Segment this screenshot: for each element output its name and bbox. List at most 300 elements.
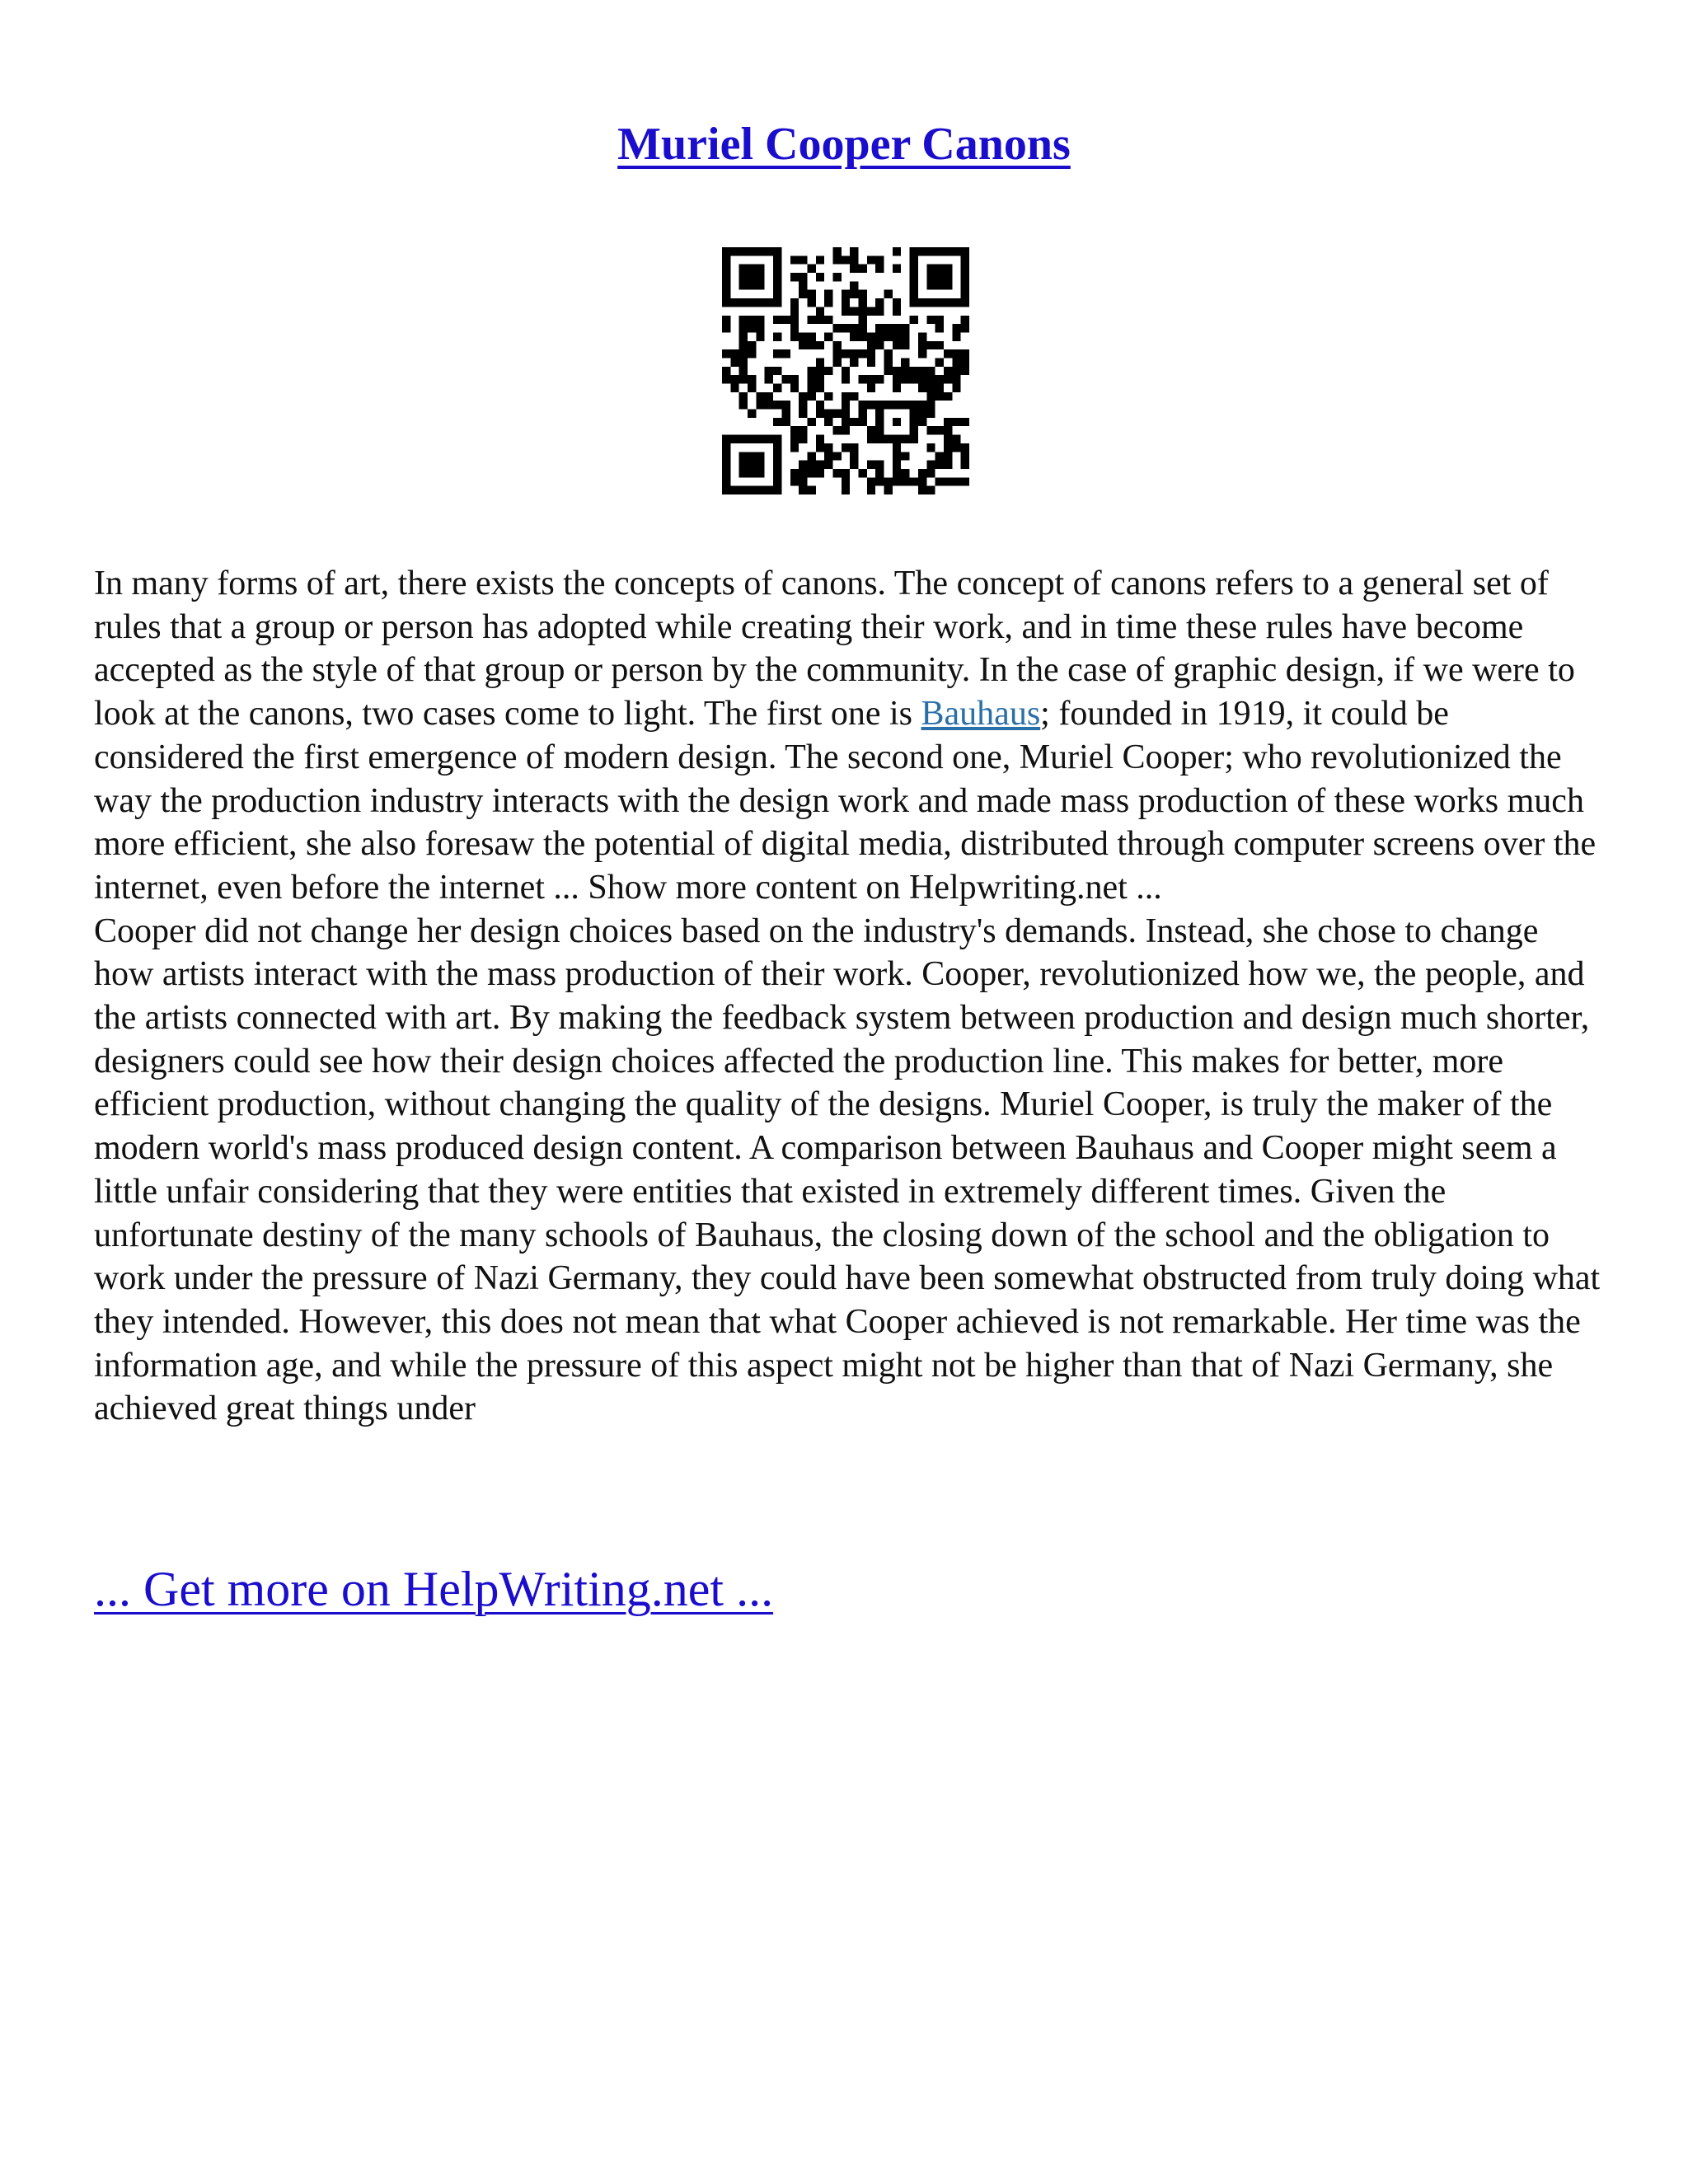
qr-module bbox=[722, 265, 730, 273]
qr-module bbox=[952, 298, 960, 307]
qr-module bbox=[807, 290, 815, 298]
article-body bbox=[94, 562, 1602, 1431]
qr-module bbox=[961, 298, 969, 307]
qr-module bbox=[799, 461, 807, 469]
qr-module bbox=[944, 461, 952, 469]
qr-module bbox=[722, 443, 730, 452]
qr-module bbox=[773, 469, 781, 477]
qr-module bbox=[756, 316, 764, 324]
qr-module bbox=[901, 477, 909, 485]
qr-module bbox=[773, 281, 781, 289]
qr-module bbox=[748, 461, 756, 469]
qr-module bbox=[824, 316, 832, 324]
qr-module bbox=[799, 435, 807, 443]
title-link[interactable]: Muriel Cooper Canons bbox=[617, 119, 1071, 170]
qr-module bbox=[748, 435, 756, 443]
qr-module bbox=[730, 349, 738, 358]
qr-module bbox=[748, 265, 756, 273]
qr-module bbox=[952, 375, 960, 383]
qr-module bbox=[842, 486, 850, 494]
qr-module bbox=[765, 375, 773, 383]
qr-module bbox=[875, 410, 884, 418]
qr-module bbox=[893, 435, 901, 443]
qr-module bbox=[739, 247, 748, 255]
qr-module bbox=[952, 418, 960, 426]
qr-module bbox=[935, 281, 944, 289]
qr-module bbox=[926, 410, 935, 418]
qr-module bbox=[832, 410, 841, 418]
qr-module bbox=[952, 349, 960, 358]
qr-module bbox=[765, 401, 773, 409]
qr-module bbox=[884, 324, 893, 332]
qr-module bbox=[901, 452, 909, 460]
qr-module bbox=[730, 358, 738, 366]
qr-module bbox=[910, 255, 918, 264]
qr-module bbox=[867, 255, 875, 264]
qr-module bbox=[850, 418, 858, 426]
qr-module bbox=[722, 290, 730, 298]
qr-module bbox=[961, 443, 969, 452]
qr-module bbox=[773, 418, 781, 426]
qr-module bbox=[816, 358, 824, 366]
qr-module bbox=[722, 298, 730, 307]
qr-module bbox=[773, 332, 781, 340]
qr-module bbox=[773, 298, 781, 307]
qr-module bbox=[730, 247, 738, 255]
qr-module bbox=[884, 477, 893, 485]
qr-module bbox=[790, 443, 799, 452]
qr-module bbox=[832, 273, 841, 281]
qr-module bbox=[875, 435, 884, 443]
qr-module bbox=[901, 469, 909, 477]
qr-module bbox=[756, 392, 764, 401]
qr-module bbox=[952, 324, 960, 332]
qr-module bbox=[952, 367, 960, 375]
qr-module bbox=[739, 392, 748, 401]
qr-module bbox=[893, 384, 901, 392]
qr-module bbox=[926, 461, 935, 469]
qr-module bbox=[926, 273, 935, 281]
qr-module bbox=[773, 273, 781, 281]
qr-module bbox=[730, 384, 738, 392]
qr-module bbox=[756, 273, 764, 281]
qr-module bbox=[756, 332, 764, 340]
qr-module bbox=[867, 384, 875, 392]
qr-module bbox=[799, 392, 807, 401]
qr-module bbox=[773, 290, 781, 298]
qr-module bbox=[748, 324, 756, 332]
qr-module bbox=[807, 469, 815, 477]
qr-module bbox=[799, 477, 807, 485]
qr-module bbox=[832, 349, 841, 358]
qr-module bbox=[935, 247, 944, 255]
qr-module bbox=[816, 469, 824, 477]
qr-module bbox=[867, 349, 875, 358]
qr-module bbox=[850, 461, 858, 469]
qr-module bbox=[935, 477, 944, 485]
qr-module bbox=[935, 384, 944, 392]
qr-module bbox=[850, 247, 858, 255]
qr-module bbox=[850, 452, 858, 460]
qr-module bbox=[790, 298, 799, 307]
qr-module bbox=[918, 486, 926, 494]
qr-module bbox=[765, 367, 773, 375]
qr-module bbox=[748, 316, 756, 324]
qr-module bbox=[756, 469, 764, 477]
qr-module bbox=[807, 316, 815, 324]
more-link-container bbox=[94, 1559, 773, 1619]
qr-module bbox=[952, 358, 960, 366]
qr-module bbox=[790, 477, 799, 485]
qr-module bbox=[893, 341, 901, 349]
qr-module bbox=[799, 401, 807, 409]
qr-module bbox=[884, 290, 893, 298]
qr-module bbox=[816, 375, 824, 383]
qr-module bbox=[926, 298, 935, 307]
qr-module bbox=[807, 298, 815, 307]
qr-module bbox=[893, 375, 901, 383]
qr-module bbox=[807, 418, 815, 426]
qr-module bbox=[893, 247, 901, 255]
qr-module bbox=[773, 461, 781, 469]
qr-module bbox=[790, 273, 799, 281]
qr-module bbox=[807, 332, 815, 340]
qr-module bbox=[935, 324, 944, 332]
qr-module bbox=[824, 443, 832, 452]
qr-module bbox=[765, 486, 773, 494]
qr-module bbox=[875, 332, 884, 340]
qr-module bbox=[824, 461, 832, 469]
qr-module bbox=[859, 401, 867, 409]
qr-module bbox=[859, 375, 867, 383]
qr-module bbox=[842, 418, 850, 426]
qr-module bbox=[790, 435, 799, 443]
qr-module bbox=[790, 332, 799, 340]
qr-module bbox=[859, 418, 867, 426]
paragraph-1 bbox=[94, 562, 1602, 910]
qr-module bbox=[926, 384, 935, 392]
qr-module bbox=[918, 477, 926, 485]
qr-module bbox=[739, 324, 748, 332]
qr-module bbox=[952, 384, 960, 392]
qr-module bbox=[722, 273, 730, 281]
qr-module bbox=[901, 435, 909, 443]
qr-module bbox=[799, 290, 807, 298]
qr-module bbox=[918, 375, 926, 383]
qr-module bbox=[910, 375, 918, 383]
qr-module bbox=[816, 341, 824, 349]
qr-module bbox=[910, 265, 918, 273]
qr-module bbox=[944, 443, 952, 452]
qr-module bbox=[910, 273, 918, 281]
qr-module bbox=[875, 375, 884, 383]
qr-module bbox=[850, 324, 858, 332]
qr-module bbox=[926, 426, 935, 434]
qr-module bbox=[935, 298, 944, 307]
qr-module bbox=[901, 341, 909, 349]
qr-module bbox=[799, 332, 807, 340]
qr-module bbox=[859, 332, 867, 340]
qr-module bbox=[722, 255, 730, 264]
qr-module bbox=[961, 290, 969, 298]
qr-module bbox=[790, 426, 799, 434]
qr-module bbox=[722, 324, 730, 332]
qr-module bbox=[961, 452, 969, 460]
qr-module bbox=[816, 443, 824, 452]
paragraph-1-text-a: In many forms of art, there exists the concepts of canons. The concept of canons refers to a general set of rules that a group or person has adopted while creating their work, and in time these rules have become accepted as the style of that group or person by the community. In the case of graphic design, if we were to look at the canons, two cases come to light. The first one is bbox=[94, 565, 1575, 733]
qr-code-icon bbox=[722, 247, 969, 494]
qr-module bbox=[842, 298, 850, 307]
qr-module bbox=[773, 477, 781, 485]
qr-module bbox=[961, 265, 969, 273]
qr-module bbox=[739, 358, 748, 366]
qr-module bbox=[926, 392, 935, 401]
get-more-link[interactable]: ... Get more on HelpWriting.net ... bbox=[94, 1562, 774, 1616]
qr-module bbox=[816, 273, 824, 281]
qr-module bbox=[910, 426, 918, 434]
qr-module bbox=[875, 401, 884, 409]
paragraph-2: Cooper did not change her design choices based on the industry's demands. Instead, she chose to change how artists interact with the mass production of their work. Cooper, revolutionized how we, the people, and the artists connected with art. By making the feedback system between production and design much shorter, designers could see how their design choices affected the production line. This makes for better, more efficient production, without changing the quality of the designs. Muriel Cooper, is truly the maker of the modern world's mass produced design content. A comparison between Bauhaus and Cooper might seem a little unfair considering that they were entities that existed in extremely different times. Given the unfortunate destiny of the many schools of Bauhaus, the closing down of the school and the obligation to work under the pressure of Nazi Germany, they could have been somewhat obstructed from truly doing what they intended. However, this does not mean that what Cooper achieved is not remarkable. Her time was the information age, and while the pressure of this aspect might not be higher than that of Nazi Germany, she achieved great things under bbox=[94, 912, 1601, 1428]
qr-module bbox=[944, 418, 952, 426]
qr-module bbox=[926, 265, 935, 273]
qr-module bbox=[824, 298, 832, 307]
qr-module bbox=[842, 290, 850, 298]
qr-module bbox=[893, 298, 901, 307]
qr-module bbox=[739, 367, 748, 375]
qr-module bbox=[926, 247, 935, 255]
qr-module bbox=[781, 349, 790, 358]
qr-module bbox=[781, 418, 790, 426]
qr-module bbox=[918, 469, 926, 477]
qr-module bbox=[790, 307, 799, 315]
qr-module bbox=[756, 435, 764, 443]
qr-module bbox=[961, 367, 969, 375]
qr-module bbox=[790, 384, 799, 392]
qr-module bbox=[722, 452, 730, 460]
qr-module bbox=[867, 332, 875, 340]
qr-module bbox=[799, 255, 807, 264]
qr-module bbox=[867, 477, 875, 485]
qr-module bbox=[832, 324, 841, 332]
qr-module bbox=[867, 486, 875, 494]
qr-module bbox=[816, 307, 824, 315]
qr-module bbox=[944, 452, 952, 460]
qr-module bbox=[722, 477, 730, 485]
qr-module bbox=[773, 435, 781, 443]
qr-module bbox=[884, 435, 893, 443]
qr-module bbox=[884, 486, 893, 494]
qr-module bbox=[944, 392, 952, 401]
qr-module bbox=[910, 435, 918, 443]
qr-module bbox=[859, 307, 867, 315]
qr-module bbox=[790, 255, 799, 264]
qr-module bbox=[935, 316, 944, 324]
qr-module bbox=[893, 477, 901, 485]
qr-module bbox=[773, 265, 781, 273]
qr-module bbox=[842, 392, 850, 401]
qr-module bbox=[832, 341, 841, 349]
qr-module bbox=[850, 392, 858, 401]
qr-module bbox=[722, 316, 730, 324]
qr-module bbox=[756, 298, 764, 307]
qr-module bbox=[935, 375, 944, 383]
qr-module bbox=[790, 316, 799, 324]
qr-module bbox=[859, 324, 867, 332]
qr-module bbox=[944, 265, 952, 273]
qr-module bbox=[901, 401, 909, 409]
qr-module bbox=[875, 255, 884, 264]
qr-module bbox=[926, 486, 935, 494]
qr-module bbox=[867, 307, 875, 315]
qr-module bbox=[901, 324, 909, 332]
qr-module bbox=[722, 461, 730, 469]
qr-module bbox=[832, 469, 841, 477]
qr-module bbox=[816, 435, 824, 443]
qr-module bbox=[739, 486, 748, 494]
qr-module bbox=[859, 469, 867, 477]
qr-module bbox=[807, 392, 815, 401]
qr-module bbox=[739, 435, 748, 443]
qr-module bbox=[910, 290, 918, 298]
qr-module bbox=[944, 273, 952, 281]
qr-module bbox=[935, 452, 944, 460]
qr-module bbox=[807, 384, 815, 392]
qr-module bbox=[781, 316, 790, 324]
qr-module bbox=[859, 410, 867, 418]
qr-module bbox=[944, 298, 952, 307]
qr-module bbox=[842, 477, 850, 485]
qr-module bbox=[832, 426, 841, 434]
qr-module bbox=[739, 375, 748, 383]
qr-module bbox=[816, 367, 824, 375]
qr-module bbox=[756, 265, 764, 273]
qr-module bbox=[842, 375, 850, 383]
qr-module bbox=[875, 461, 884, 469]
qr-module bbox=[722, 435, 730, 443]
qr-module bbox=[730, 298, 738, 307]
qr-module bbox=[918, 349, 926, 358]
qr-module bbox=[926, 443, 935, 452]
qr-module bbox=[730, 435, 738, 443]
qr-module bbox=[773, 247, 781, 255]
qr-module bbox=[824, 290, 832, 298]
qr-module bbox=[901, 367, 909, 375]
page-title bbox=[0, 115, 1688, 173]
qr-module bbox=[824, 367, 832, 375]
qr-module bbox=[799, 410, 807, 418]
qr-module bbox=[910, 281, 918, 289]
qr-module bbox=[884, 401, 893, 409]
qr-module bbox=[756, 486, 764, 494]
qr-module bbox=[730, 486, 738, 494]
qr-module bbox=[748, 384, 756, 392]
qr-module bbox=[832, 255, 841, 264]
qr-module bbox=[884, 367, 893, 375]
qr-module bbox=[952, 443, 960, 452]
qr-module bbox=[773, 384, 781, 392]
qr-module bbox=[910, 477, 918, 485]
qr-module bbox=[893, 367, 901, 375]
qr-module bbox=[893, 443, 901, 452]
qr-module bbox=[875, 324, 884, 332]
qr-module bbox=[850, 332, 858, 340]
qr-module bbox=[756, 247, 764, 255]
qr-module bbox=[884, 358, 893, 366]
qr-module bbox=[918, 332, 926, 340]
qr-module bbox=[799, 341, 807, 349]
qr-module bbox=[739, 452, 748, 460]
qr-module bbox=[739, 273, 748, 281]
qr-module bbox=[824, 418, 832, 426]
qr-module bbox=[918, 247, 926, 255]
qr-module bbox=[935, 341, 944, 349]
qr-module bbox=[875, 469, 884, 477]
qr-module bbox=[748, 273, 756, 281]
qr-module bbox=[901, 358, 909, 366]
qr-module bbox=[824, 452, 832, 460]
qr-module bbox=[756, 461, 764, 469]
qr-module bbox=[850, 307, 858, 315]
qr-module bbox=[875, 265, 884, 273]
qr-module bbox=[807, 452, 815, 460]
qr-module bbox=[926, 469, 935, 477]
qr-module bbox=[824, 332, 832, 340]
qr-module bbox=[790, 324, 799, 332]
qr-module bbox=[893, 307, 901, 315]
qr-module bbox=[790, 375, 799, 383]
qr-module bbox=[926, 316, 935, 324]
qr-module bbox=[893, 265, 901, 273]
qr-module bbox=[961, 418, 969, 426]
qr-module bbox=[961, 247, 969, 255]
qr-module bbox=[961, 349, 969, 358]
qr-module bbox=[944, 435, 952, 443]
qr-module bbox=[850, 281, 858, 289]
qr-module bbox=[926, 367, 935, 375]
qr-module bbox=[765, 247, 773, 255]
qr-module bbox=[961, 273, 969, 281]
qr-module bbox=[842, 410, 850, 418]
qr-module bbox=[790, 469, 799, 477]
qr-module bbox=[935, 426, 944, 434]
qr-module bbox=[944, 281, 952, 289]
qr-module bbox=[807, 367, 815, 375]
qr-module bbox=[901, 375, 909, 383]
qr-module bbox=[875, 307, 884, 315]
qr-module bbox=[850, 255, 858, 264]
qr-module bbox=[748, 341, 756, 349]
qr-module bbox=[748, 247, 756, 255]
qr-module bbox=[816, 401, 824, 409]
qr-module bbox=[722, 375, 730, 383]
qr-module bbox=[842, 469, 850, 477]
qr-module bbox=[781, 410, 790, 418]
qr-code-graphic bbox=[722, 247, 969, 494]
qr-module bbox=[944, 367, 952, 375]
qr-module bbox=[748, 375, 756, 383]
qr-module bbox=[884, 332, 893, 340]
qr-module bbox=[739, 341, 748, 349]
bauhaus-link[interactable]: Bauhaus bbox=[921, 695, 1041, 733]
qr-module bbox=[748, 349, 756, 358]
qr-module bbox=[799, 469, 807, 477]
qr-module bbox=[961, 461, 969, 469]
qr-module bbox=[875, 418, 884, 426]
qr-module bbox=[867, 426, 875, 434]
qr-module bbox=[901, 332, 909, 340]
qr-module bbox=[952, 435, 960, 443]
qr-module bbox=[842, 367, 850, 375]
